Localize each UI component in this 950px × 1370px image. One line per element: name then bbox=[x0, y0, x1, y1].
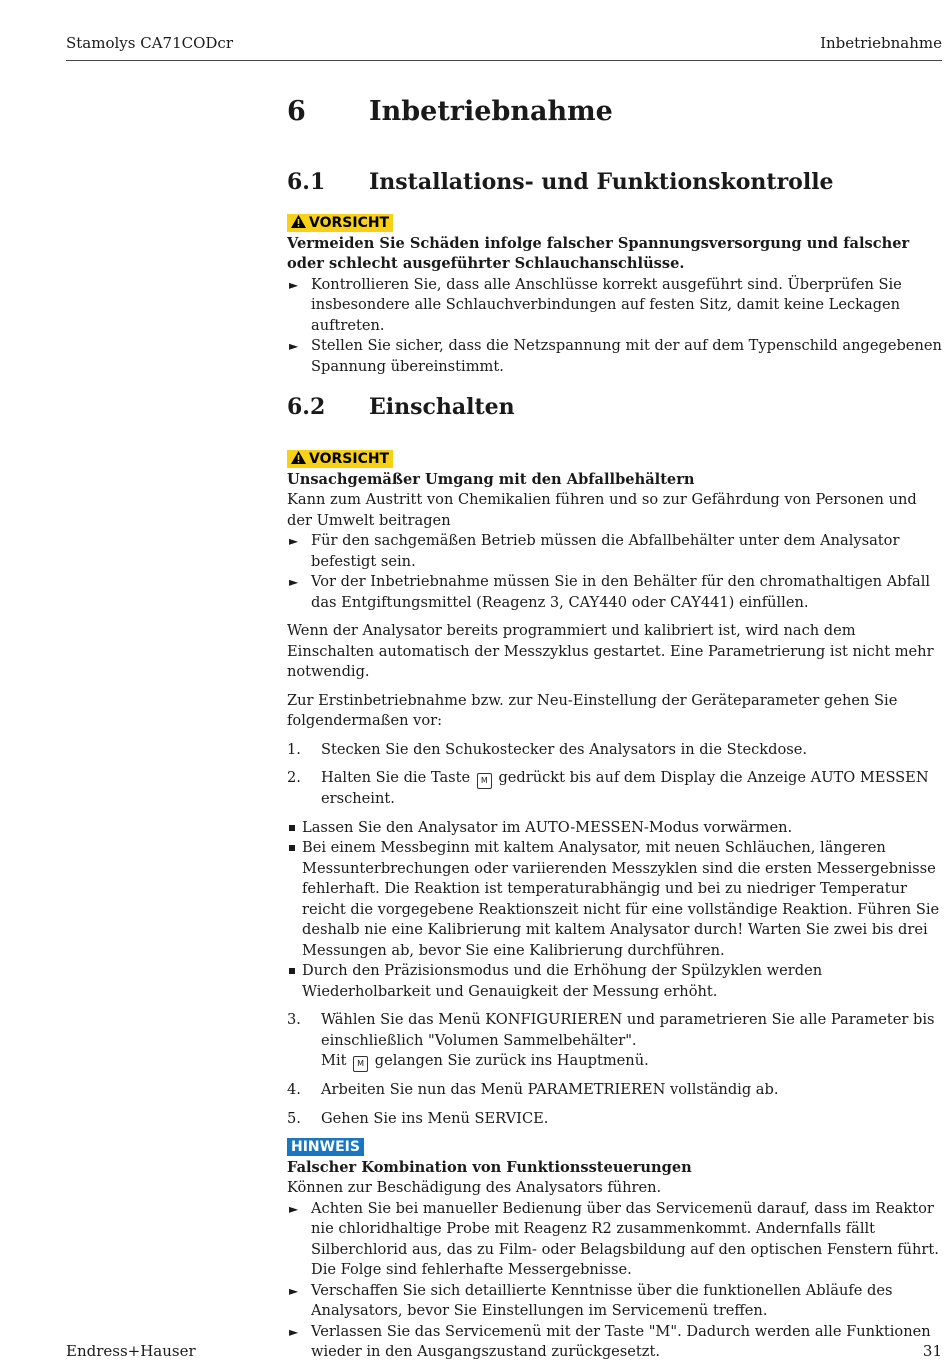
step-item: 3. Wählen Sie das Menü KONFIGURIEREN und parametrieren Sie alle Parameter bis einschließlich "Volumen Sammelbehälter". Mit M gelangen Sie zurück ins Hauptmenü. bbox=[287, 1010, 942, 1072]
caution-badge: VORSICHT bbox=[287, 214, 393, 232]
section-2-heading bbox=[287, 394, 515, 420]
caution-badge: VORSICHT bbox=[287, 450, 393, 468]
footer-brand: Endress+Hauser bbox=[66, 1342, 196, 1360]
list-item: Durch den Präzisionsmodus und die Erhöhung der Spülzyklen werden Wiederholbarkeit und Genauigkeit der Messung erhöht. bbox=[287, 961, 942, 1002]
section-1-heading bbox=[287, 169, 834, 195]
arrow-bullet-icon: ► bbox=[289, 1324, 299, 1339]
warning-title: Unsachgemäßer Umgang mit den Abfallbehältern bbox=[287, 470, 695, 488]
step-item: 1. Stecken Sie den Schukostecker des Analysators in die Steckdose. bbox=[287, 740, 808, 758]
chapter-heading bbox=[287, 96, 613, 127]
arrow-bullet-icon: ► bbox=[289, 339, 299, 353]
list-item: Bei einem Messbeginn mit kaltem Analysator, mit neuen Schläuchen, längeren Messunterbrechungen oder variierenden Messzyklen sind die ersten Messergebnisse fehlerhaft. Die Reaktion ist temperaturabhängig und bei zu niedriger Temperatur reicht die vorgegebene Reaktionszeit nicht für eine vollständige Reaktion. Führen Sie deshalb nie eine Kalibrierung mit kaltem Analysator durch! Warten Sie zwei bis drei Messungen ab, bevor Sie eine Kalibrierung durchführen. bbox=[287, 838, 942, 961]
list-item: ► Verschaffen Sie sich detaillierte Kenntnisse über die funktionellen Abläufe des Analysators, bevor Sie Einstellungen im Servicemenü treffen. bbox=[289, 1281, 893, 1319]
square-bullet-icon bbox=[289, 825, 295, 831]
square-bullet-icon bbox=[289, 968, 295, 974]
header-product: Stamolys CA71CODcr bbox=[66, 34, 234, 52]
paragraph: Zur Erstinbetriebnahme bzw. zur Neu-Einstellung der Geräteparameter gehen Sie folgendermaßen vor: bbox=[287, 691, 898, 729]
page-number: 31 bbox=[922, 1342, 942, 1360]
list-item: ► Vor der Inbetriebnahme müssen Sie in den Behälter für den chromathaltigen Abfall das Entgiftungsmittel (Reagenz 3, CAY440 oder CAY441) einfüllen. bbox=[289, 573, 931, 611]
chapter-number: 6 bbox=[287, 96, 306, 127]
arrow-bullet-icon: ► bbox=[289, 1283, 299, 1298]
warning-triangle-icon bbox=[291, 451, 306, 464]
section-1-number: 6.1 bbox=[287, 169, 326, 195]
warning-title: Vermeiden Sie Schäden infolge falscher Spannungsversorgung und falscher oder schlecht ausgeführter Schlauchanschlüsse. bbox=[287, 234, 910, 272]
list-item: ► Kontrollieren Sie, dass alle Anschlüsse korrekt ausgeführt sind. Überprüfen Sie insbesondere alle Schlauchverbindungen auf festen Sitz, damit keine Leckagen auftreten. bbox=[289, 275, 902, 334]
square-bullet-icon bbox=[289, 845, 295, 851]
list-item: ► Verlassen Sie das Servicemenü mit der Taste "M". Dadurch werden alle Funktionen wieder in den Ausgangszustand zurückgesetzt. bbox=[289, 1322, 931, 1360]
list-item: Lassen Sie den Analysator im AUTO-MESSEN-Modus vorwärmen. bbox=[287, 818, 942, 839]
list-item: ► Stellen Sie sicher, dass die Netzspannung mit der auf dem Typenschild angegebenen Spannung übereinstimmt. bbox=[289, 337, 942, 375]
warning-text: Kann zum Austritt von Chemikalien führen und so zur Gefährdung von Personen und der Umwelt beitragen bbox=[287, 491, 917, 529]
arrow-bullet-icon: ► bbox=[289, 277, 299, 292]
list-item: ► Achten Sie bei manueller Bedienung über das Servicemenü darauf, dass im Reaktor nie chloridhaltige Probe mit Reagenz R2 zusammenkommt. Andernfalls fällt Silberchlorid aus, das zu Film- oder Belagsbildung auf den optischen Fenstern führt. Die Folge sind fehlerhafte Messergebnisse. bbox=[289, 1199, 939, 1278]
step-item: 5. Gehen Sie ins Menü SERVICE. bbox=[287, 1109, 549, 1127]
section-2-number: 6.2 bbox=[287, 394, 326, 420]
section-1-warning bbox=[287, 213, 942, 377]
notice-badge: HINWEIS bbox=[287, 1138, 364, 1156]
header-section: Inbetriebnahme bbox=[820, 34, 942, 52]
arrow-bullet-icon: ► bbox=[289, 1201, 299, 1216]
section-2-body bbox=[287, 449, 942, 1363]
m-key-icon: M bbox=[477, 773, 492, 789]
arrow-bullet-icon: ► bbox=[289, 534, 299, 548]
notice-title: Falscher Kombination von Funktionssteuerungen bbox=[287, 1158, 692, 1176]
notice-text: Können zur Beschädigung des Analysators führen. bbox=[287, 1179, 662, 1196]
chapter-title: Inbetriebnahme bbox=[369, 96, 613, 127]
arrow-bullet-icon: ► bbox=[289, 575, 299, 589]
list-item: ► Für den sachgemäßen Betrieb müssen die Abfallbehälter unter dem Analysator befestigt sein. bbox=[289, 532, 900, 570]
section-1-title: Installations- und Funktionskontrolle bbox=[369, 169, 834, 195]
page-header bbox=[66, 32, 942, 61]
section-2-title: Einschalten bbox=[369, 394, 515, 420]
step-item: 2. Halten Sie die Taste M gedrückt bis auf dem Display die Anzeige AUTO MESSEN erscheint. bbox=[287, 769, 929, 807]
warning-triangle-icon bbox=[291, 215, 306, 228]
m-key-icon: M bbox=[353, 1056, 368, 1072]
step-item: 4. Arbeiten Sie nun das Menü PARAMETRIEREN vollständig ab. bbox=[287, 1081, 779, 1098]
paragraph: Wenn der Analysator bereits programmiert und kalibriert ist, wird nach dem Einschalten automatisch der Messzyklus gestartet. Eine Parametrierung ist nicht mehr notwendig. bbox=[287, 622, 934, 680]
